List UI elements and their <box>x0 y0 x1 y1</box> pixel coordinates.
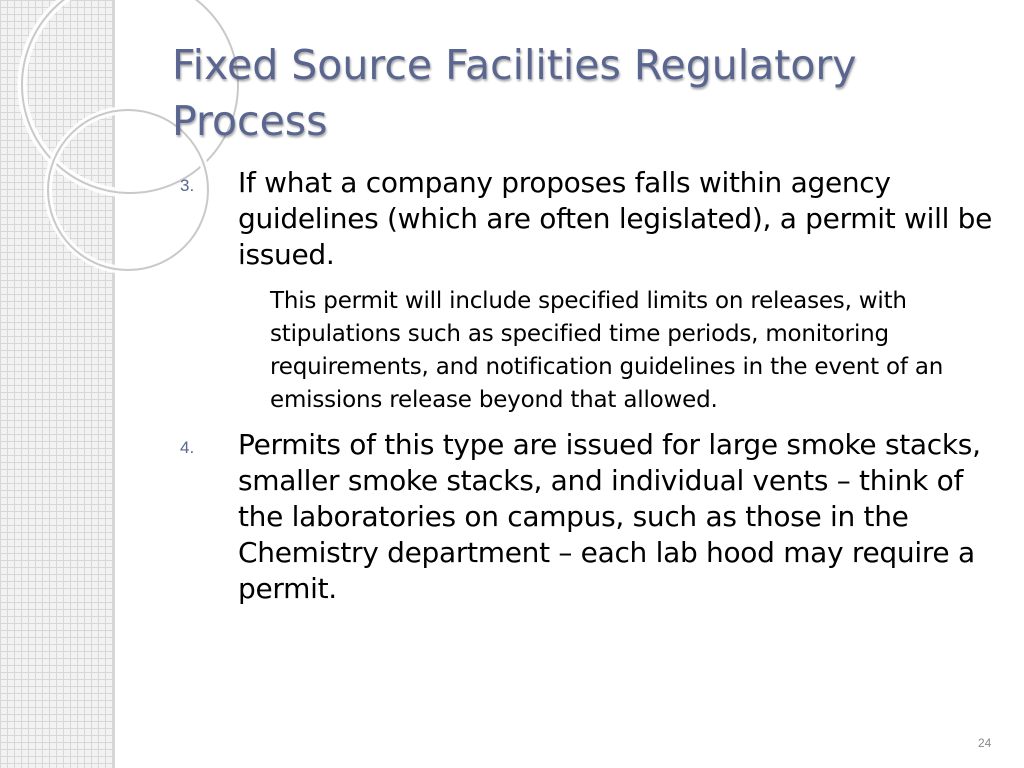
slide-content <box>172 165 1002 607</box>
list-number: 3. <box>180 176 195 195</box>
list-item-text: Permits of this type are issued for large smoke stacks, smaller smoke stacks, and individual vents – think of the laboratories on campus, such as those in the Chemistry department – each lab hood may require a permit. <box>238 428 981 605</box>
page-number: 24 <box>978 736 992 750</box>
list-number: 4. <box>180 438 195 457</box>
decorative-circles <box>0 0 180 300</box>
list-item-subtext: This permit will include specified limits on releases, with stipulations such as specified time periods, monitoring requirements, and notification guidelines in the event of an emissions release beyond that allowed. <box>270 288 944 413</box>
list-item-text: If what a company proposes falls within agency guidelines (which are often legislated), a permit will be issued. <box>238 166 993 271</box>
list-item-3 <box>172 165 1002 273</box>
slide-title: Fixed Source Facilities Regulatory Process <box>172 41 857 145</box>
list-item-4 <box>172 427 1002 607</box>
